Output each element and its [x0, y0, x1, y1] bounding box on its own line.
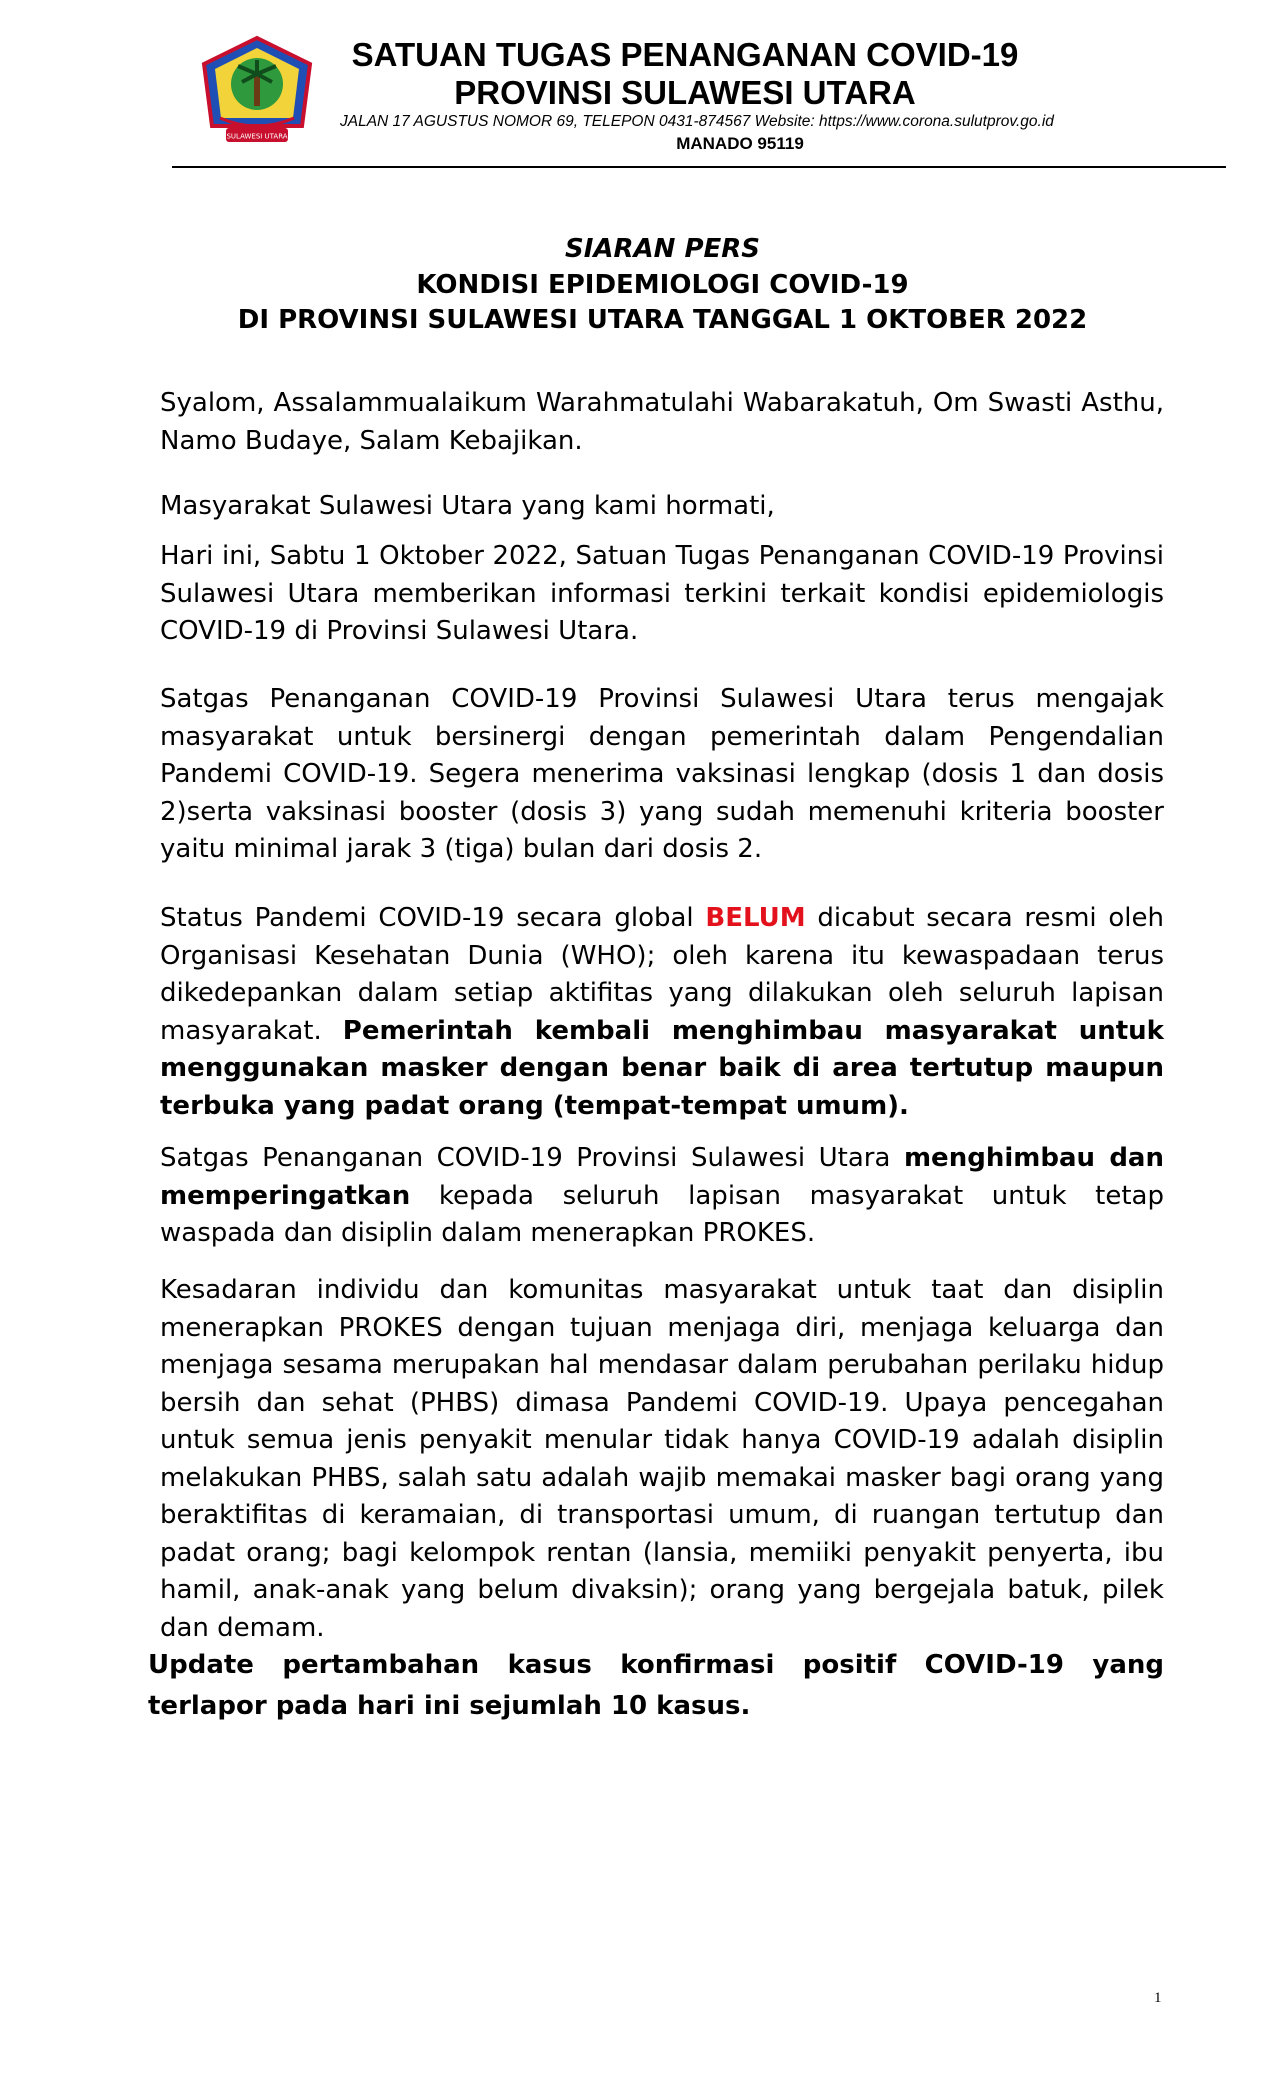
document-type-title: SIARAN PERS — [564, 234, 761, 264]
document-title: KONDISI EPIDEMIOLOGI COVID-19 — [416, 270, 909, 300]
paragraph-prokes-appeal — [160, 1140, 1164, 1253]
pandemic-status-text: Status Pandemi COVID-19 secara global — [160, 903, 706, 933]
letterhead-divider — [172, 166, 1226, 168]
paragraph-phbs: Kesadaran individu dan komunitas masyarakat untuk taat dan disiplin menerapkan PROKES dengan tujuan menjaga diri, menjaga keluarga dan menjaga sesama merupakan hal mendasar dalam perubahan perilaku hidup bersih dan sehat (PHBS) dimasa Pandemi COVID-19. Upaya pencegahan untuk semua jenis penyakit menular tidak hanya COVID-19 adalah disiplin melakukan PHBS, salah satu adalah wajib memakai masker bagi orang yang beraktifitas di keramaian, di transportasi umum, di ruangan tertutup dan padat orang; bagi kelompok rentan (lansia, memiiki penyakit penyerta, ibu hamil, anak-anak yang belum divaksin); orang yang bergejala batuk, pilek dan demam. — [160, 1275, 1164, 1643]
case-update-paragraph: Update pertambahan kasus konfirmasi positif COVID-19 yang terlapor pada hari ini sejumlah 10 kasus. — [148, 1650, 1164, 1721]
organization-name: SATUAN TUGAS PENANGANAN COVID-19 — [351, 36, 1019, 73]
paragraph-intro: Hari ini, Sabtu 1 Oktober 2022, Satuan Tugas Penanganan COVID-19 Provinsi Sulawesi Utara memberikan informasi terkini terkait kondisi epidemiologis COVID-19 di Provinsi Sulawesi Utara. — [160, 541, 1164, 646]
document-subtitle: DI PROVINSI SULAWESI UTARA TANGGAL 1 OKTOBER 2022 — [237, 305, 1088, 335]
prokes-appeal-bold: menghimbau dan memperingatkan — [160, 1143, 1164, 1211]
paragraph-vaccination: Satgas Penanganan COVID-19 Provinsi Sulawesi Utara terus mengajak masyarakat untuk bersinergi dengan pemerintah dalam Pengendalian Pandemi COVID-19. Segera menerima vaksinasi lengkap (dosis 1 dan dosis 2)serta vaksinasi booster (dosis 3) yang sudah memenuhi kriteria booster yaitu minimal jarak 3 (tiga) bulan dari dosis 2. — [160, 684, 1164, 864]
svg-text:SULAWESI UTARA: SULAWESI UTARA — [226, 132, 288, 141]
province-name: PROVINSI SULAWESI UTARA — [454, 74, 916, 111]
greeting-paragraph: Syalom, Assalammualaikum Warahmatulahi Wabarakatuh, Om Swasti Asthu, Namo Budaye, Salam Kebajikan. — [160, 388, 1164, 456]
provincial-emblem-logo — [198, 34, 316, 154]
belum-highlight: BELUM — [705, 903, 806, 933]
address-line: JALAN 17 AGUSTUS NOMOR 69, TELEPON 0431-874567 Website: https://www.corona.sulutprov.go.id — [340, 113, 1054, 130]
prokes-appeal-text: Satgas Penanganan COVID-19 Provinsi Sulawesi Utara — [160, 1143, 904, 1173]
page-number: 1 — [1154, 1990, 1162, 2006]
paragraph-pandemic-status — [160, 900, 1164, 1125]
pandemic-status-text-cont: dicabut secara resmi oleh Organisasi Kesehatan Dunia (WHO); oleh karena itu kewaspadaan terus dikedepankan dalam setiap aktifitas yang dilakukan oleh seluruh lapisan masyarakat. — [160, 903, 1164, 1046]
city-postcode: MANADO 95119 — [676, 134, 804, 153]
salutation-line: Masyarakat Sulawesi Utara yang kami hormati, — [160, 491, 775, 521]
mask-appeal-bold: Pemerintah kembali menghimbau masyarakat untuk menggunakan masker dengan benar baik di area tertutup maupun terbuka yang padat orang (tempat-tempat umum). — [160, 1015, 1164, 1121]
prokes-appeal-text-cont: kepada seluruh lapisan masyarakat untuk tetap waspada dan disiplin dalam menerapkan PROKES. — [160, 1180, 1164, 1248]
